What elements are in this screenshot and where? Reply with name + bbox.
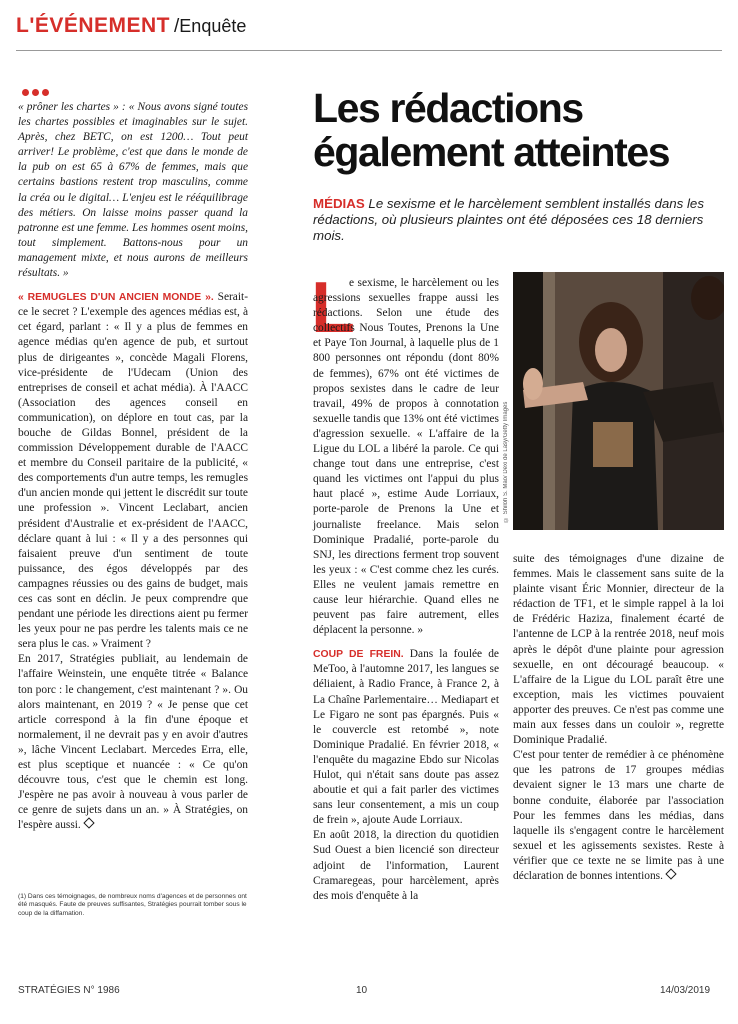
subhead-coup-de-frein: COUP DE FREIN.: [313, 649, 404, 661]
right-column: [513, 552, 724, 884]
middle-paragraph-1: e sexisme, le harcèlement ou les agressions sexuelles frappe aussi les rédactions. Selon une étude des collectifs Nous Toutes, Prenons la Une et Paye Ton Journal, à laquelle plus de 1 800 personnes ont répondu (dont 80% de femmes), 67% ont été victimes de propos sexistes dans le cadre de leur travail, 49% de propos à connotation sexuelle tandis que 13% ont été victimes d'agression sexuelle. « L'affaire de la Ligue du LOL a libéré la parole. Ce qui change tout dans une entreprise, c'est quand les victimes ont l'appui du plus haut placé », estime Aude Lorriaux, porte-parole de Prenons la Une et journaliste freelance. Mais selon Dominique Pradalié, porte-parole du SNJ, les directions ferment trop souvent les yeux : « C'est comme chez les curés. Elles ne veulent jamais remettre en cause leur hiérarchie. Quand elles ne peuvent pas faire autrement, elles déplacent la personne. »: [313, 277, 499, 637]
footer-magazine: STRATÉGIES N° 1986: [18, 985, 120, 996]
rubric-label: L'ÉVÉNEMENT: [16, 14, 171, 37]
right-paragraph-2: C'est pour tenter de remédier à ce phénomène que les patrons de 17 groupes médias devaient signer le 13 mars une charte de bonne conduite, élaborée par l'association Pour les femmes dans les médias, dans laquelle ils s'engagent contre le harcèlement sexuel et les agissements sexistes. Reste à vérifier que ce texte ne se limite pas à une déclaration de bonnes intentions.: [513, 749, 724, 882]
end-mark-icon: [665, 868, 676, 879]
footer-date: 14/03/2019: [660, 985, 711, 996]
end-mark-icon: [83, 818, 94, 829]
left-paragraph-1: « prôner les chartes » : « Nous avons signé toutes les chartes possibles et imaginables sur le sujet. Après, chez BETC, on est 1200… Tout peut arriver! Le problème, c'est que dans le monde de la pub on est 65 à 67% de femmes, mais que certains bastions restent trop masculins, comme la créa ou le digital… L'enjeu est le rééquilibrage des métiers. On laisse moins passer quand la patronne est une femme. Les hommes osent moins, tout simplement. Battons-nous pour un management mixte, et nous aurons de meilleurs résultats. »: [18, 101, 248, 280]
left-paragraph-2: « REMUGLES D'UN ANCIEN MONDE ». Serait-ce le secret ? L'exemple des agences médias est, à cet égard, parlant : « Il y a plus de femmes en agence médias qu'en agence de pub, et surtout plus de dirigeantes », concède Magali Florens, vice-présidente de l'Udecam (Union des entreprises de conseil et achat média). À l'AACC (Association des agences conseil en communication), on déplore en tout cas, par la bouche de Gildas Bonnel, président de la commission Développement durable de l'AACC et membre du Conseil paritaire de la publicité, « des comportements d'un autre temps, les remugles d'un ancien monde qui jettent le discrédit sur toute une profession ». Vincent Leclabart, ancien président d'Australie et ex-président de l'AACC, déclare quant à lui : « Il y a des personnes qui faisaient preuve d'un sentiment de toute puissance, des égos développés par des campagnes réussies ou des gains de budget, mais ces cas sont en déclin. Je peux comprendre que pendant une période les directions aient pu fermer les yeux pour ne pas perdre les talents mais ce ne sera plus le cas. » Vraiment ?: [18, 291, 248, 651]
left-column: [18, 100, 248, 834]
kicker-text: Le sexisme et le harcèlement semblent installés dans les rédactions, où plusieurs plaintes ont été déposées ces 18 derniers mois.: [313, 196, 704, 243]
header-rule: [16, 50, 722, 51]
section-header: [16, 14, 246, 38]
left-paragraph-3: En 2017, Stratégies publiait, au lendemain de l'affaire Weinstein, une enquête titrée « Balance ton porc : le changement, c'est maintenant ? ». Ou alors maintenant, en 2019 ? « Je pense que cet article correspond à la fin d'une époque et normalement, il ne devrait pas y en avoir d'autres », lâche Vincent Leclabart. Mercedes Erra, elle, est plus sceptique et nuancée : « Ce qu'on découvre tous, c'est que le chemin est long. J'espère ne pas avoir à nouveau à vous parler de ce genre de sujets dans un an. » À Stratégies, on l'espère aussi.: [18, 653, 248, 832]
article-title: Les rédactions également atteintes: [313, 85, 670, 175]
photo-credit: © Shiloh S. Mao/ Dexi de Lasy/Getty Images: [503, 401, 509, 522]
article-photo: [513, 272, 724, 530]
subhead-remugles: « REMUGLES D'UN ANCIEN MONDE ».: [18, 292, 214, 304]
middle-paragraph-3: En août 2018, la direction du quotidien Sud Ouest a bien licencié son directeur adjoint de l'information, Laurent Cramaregeas, pour harcèlement, après des mois d'enquête à la: [313, 829, 499, 902]
article-kicker: [313, 196, 713, 244]
kicker-label: MÉDIAS: [313, 196, 365, 211]
middle-paragraph-2: COUP DE FREIN. Dans la foulée de MeToo, à l'automne 2017, les langues se déliaient, à Radio France, à France 2, à La Chaîne Parlementaire… Mediapart et Le Figaro ne sont pas épargnés. Puis « le couvercle est retombé », note Dominique Pradalié. En février 2018, « l'enquête du magazine Ebdo sur Nicolas Hulot, qui n'était sans doute pas assez aboutie et qui a fait parler des victimes sans leur consentement, a mis un coup de frein », ajoute Aude Lorriaux.: [313, 648, 499, 827]
middle-column: [311, 268, 499, 904]
drop-cap: L: [311, 268, 355, 348]
right-paragraph-1: suite des témoignages d'une dizaine de femmes. Mais le classement sans suite de la plainte visant Éric Monnier, directeur de la rédaction de TF1, et le simple rappel à la loi de Frédéric Haziza, finalement écarté de l'antenne de LCP à la rentrée 2018, neuf mois après le dépôt d'une plainte pour agression sexuelle, en ont découragé beaucoup. « L'affaire de la Ligue du LOL paraît être une exception, mais les victimes pouvaient apporter des preuves. Ce n'est pas comme une main aux fesses dans un couloir », regrette Dominique Pradalié.: [513, 553, 724, 747]
section-label: Enquête: [179, 16, 247, 36]
footnote: (1) Dans ces témoignages, de nombreux noms d'agences et de personnes ont été masqués. Faute de preuves suffisantes, Stratégies pourrait tomber sous le coup de la diffamation.: [18, 893, 247, 917]
page-number: 10: [356, 985, 368, 996]
header-separator: /: [174, 16, 180, 37]
continuation-dots-icon: [22, 83, 70, 101]
